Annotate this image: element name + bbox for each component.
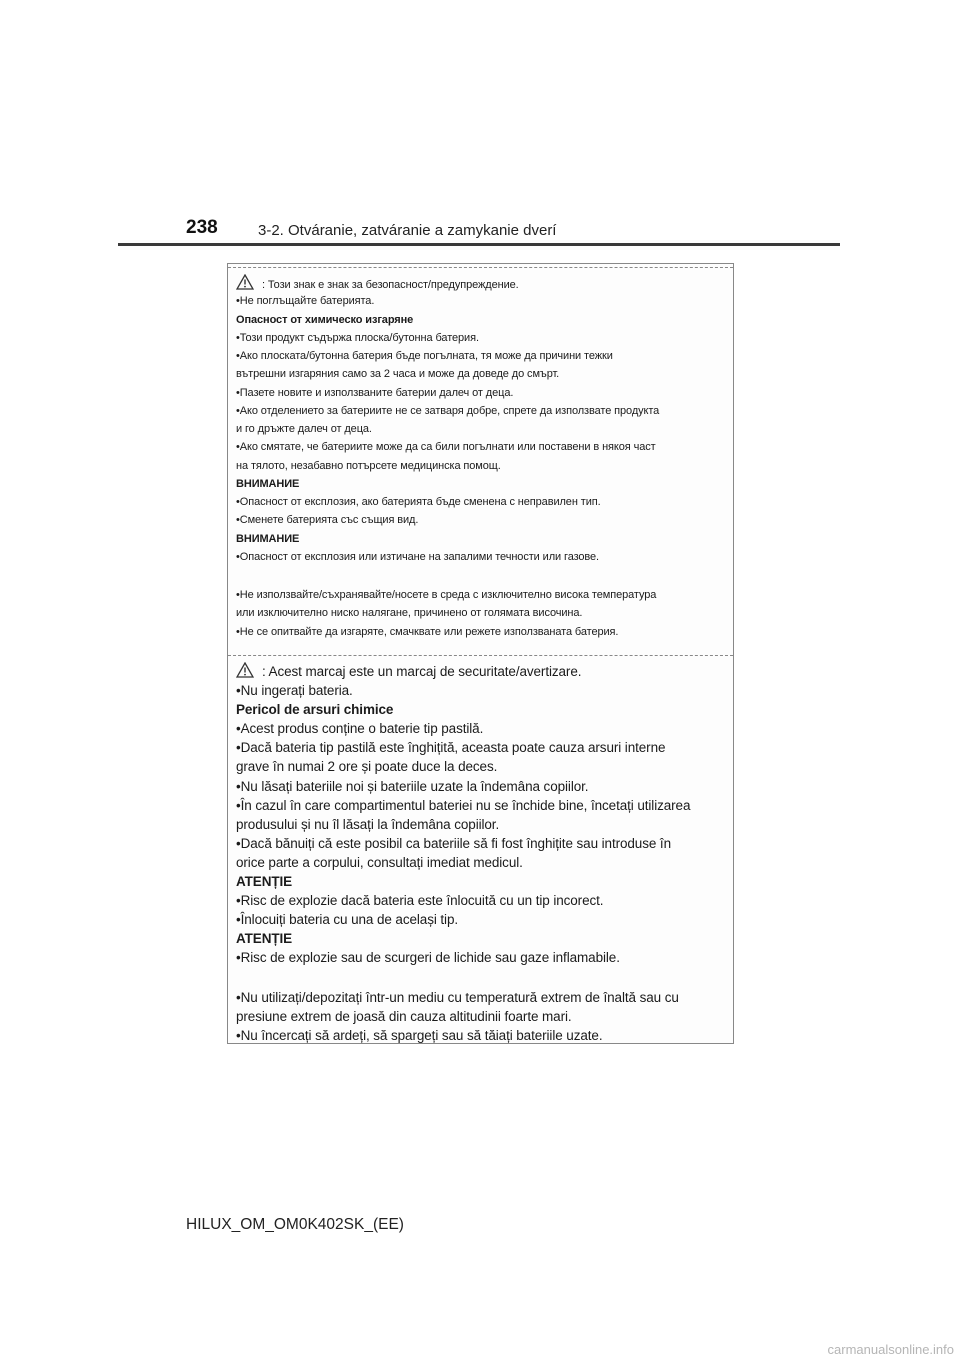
label-line: •Nu lăsați bateriile noi și bateriile uzate la îndemâna copiilor. (236, 778, 589, 794)
label-bulgarian (236, 274, 725, 641)
label-heading: ВНИМАНИЕ (236, 532, 300, 545)
label-line: presiune extrem de joasă din cauza altitudinii foarte mari. (236, 1008, 572, 1024)
label-line: •Опасност от експлозия или изтичане на запалими течности или газове. (236, 550, 600, 563)
label-line: •Не използвайте/съхранявайте/носете в среда с изключително висока температура (236, 589, 657, 601)
label-line: и го дръжте далеч от деца. (236, 423, 372, 435)
label-line: •Nu utilizați/depozitați într-un mediu cu temperatură extrem de înaltă sau cu (236, 989, 679, 1005)
chapter-title: 3-2. Otváranie, zatváranie a zamykanie dverí (258, 222, 557, 239)
label-line: •Risc de explozie sau de scurgeri de lichide sau gaze inflamabile. (236, 950, 620, 966)
watermark: carmanualsonline.info (827, 1342, 954, 1357)
label-romanian (236, 662, 725, 1045)
warning-text: : Този знак е знак за безопасност/предупреждение. (262, 279, 519, 291)
warning-line-ro (236, 662, 725, 681)
label-line: вътрешни изгаряния само за 2 часа и може да доведе до смърт. (236, 368, 560, 381)
label-line: •Acest produs conține o baterie tip pastilă. (236, 721, 484, 737)
header-rule (118, 243, 840, 246)
label-line: •În cazul în care compartimentul bateriei nu se închide bine, încetați utilizarea (236, 797, 691, 813)
label-line: или изключително ниско налягане, причинено от голямата височина. (236, 607, 583, 620)
label-line: •Ако смятате, че батериите може да са били погълнати или поставени в някоя част (236, 441, 656, 454)
battery-warning-label (227, 263, 734, 1044)
label-line: •Не се опитвайте да изгаряте, смачквате или режете използваната батерия. (236, 625, 619, 638)
label-heading: ATENȚIE (236, 931, 293, 947)
page-number: 238 (186, 217, 218, 238)
document-code: HILUX_OM_OM0K402SK_(EE) (186, 1216, 404, 1233)
label-line: •Dacă bateria tip pastilă este înghițită, aceasta poate cauza arsuri interne (236, 740, 666, 756)
label-line: •Ако плоската/бутонна батерия бъде погълната, тя може да причини тежки (236, 350, 613, 362)
label-line: orice parte a corpului, consultați imediat medicul. (236, 854, 523, 870)
label-line: •Risc de explozie dacă bateria este înlocuită cu un tip incorect. (236, 893, 604, 909)
warning-text: : Acest marcaj este un marcaj de securitate/avertizare. (262, 664, 582, 679)
label-line: •Този продукт съдържа плоска/бутонна батерия. (236, 331, 479, 344)
label-line: produsului și nu îl lăsați la îndemâna copiilor. (236, 816, 500, 832)
warning-triangle-icon (236, 662, 254, 678)
label-line: •Ако отделението за батериите не се затваря добре, спрете да използвате продукта (236, 404, 660, 417)
label-line: •Înlocuiți bateria cu una de același tip. (236, 912, 459, 928)
label-heading: Pericol de arsuri chimice (236, 702, 394, 718)
label-line: •Не поглъщайте батерията. (236, 295, 375, 308)
warning-triangle-icon (236, 274, 254, 290)
label-spacer (236, 968, 725, 988)
label-heading: Опасност от химическо изгаряне (236, 313, 414, 326)
label-spacer (236, 566, 725, 586)
label-line: grave în numai 2 ore și poate duce la deces. (236, 759, 498, 775)
label-line: •Dacă bănuiți că este posibil ca bateriile să fi fost înghițite sau introduse în (236, 835, 671, 851)
label-line: •Сменете батерията със същия вид. (236, 514, 419, 527)
label-line: •Пазете новите и използваните батерии далеч от деца. (236, 386, 514, 399)
label-line: •Опасност от експлозия, ако батерията бъде сменена с неправилен тип. (236, 496, 601, 508)
label-line: на тялото, незабавно потърсете медицинска помощ. (236, 459, 501, 472)
label-line: •Nu încercați să ardeți, să spargeți sau să tăiați bateriile uzate. (236, 1027, 603, 1043)
warning-line-bg (236, 274, 725, 292)
label-line: •Nu ingerați bateria. (236, 683, 353, 699)
label-heading: ВНИМАНИЕ (236, 477, 300, 490)
label-heading: ATENȚIE (236, 874, 293, 890)
